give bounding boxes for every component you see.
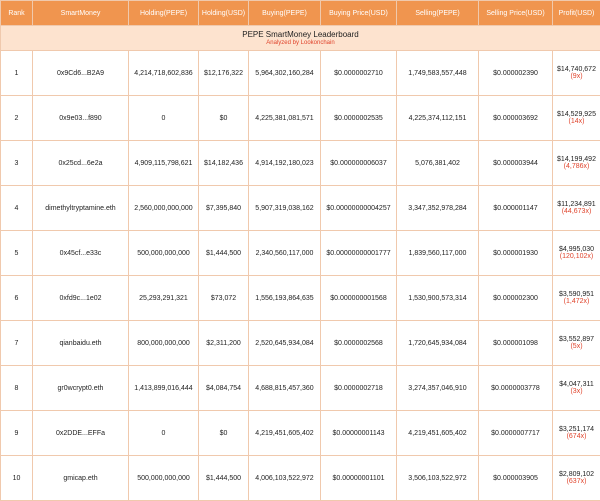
profit-value: $3,590,951: [553, 291, 600, 298]
rank-cell: 2: [1, 96, 33, 141]
selling-price-cell: $0.000003692: [479, 96, 553, 141]
rows-body: [1, 51, 600, 501]
profit-value: $3,552,897: [553, 336, 600, 343]
profit-multiple: (9x): [553, 73, 600, 80]
rank-cell: 3: [1, 141, 33, 186]
smartmoney-cell: gmicap.eth: [33, 456, 129, 501]
table-row: [1, 456, 600, 501]
profit-multiple: (5x): [553, 343, 600, 350]
col-header-buying-pepe: Buying(PEPE): [249, 1, 321, 26]
profit-cell: [553, 231, 600, 276]
header-row: [1, 1, 600, 26]
rank-cell: 4: [1, 186, 33, 231]
banner-row: [1, 26, 600, 51]
profit-cell: [553, 411, 600, 456]
buying-price-cell: $0.00000001101: [321, 456, 397, 501]
rank-cell: 8: [1, 366, 33, 411]
profit-multiple: (637x): [553, 478, 600, 485]
profit-value: $2,809,102: [553, 471, 600, 478]
buying-pepe-cell: 2,520,645,934,084: [249, 321, 321, 366]
profit-value: $4,047,311: [553, 381, 600, 388]
banner-title: PEPE SmartMoney Leaderboard: [1, 30, 600, 39]
smartmoney-cell: 0x25cd...6e2a: [33, 141, 129, 186]
profit-multiple: (4,786x): [553, 163, 600, 170]
holding-pepe-cell: 0: [129, 96, 199, 141]
profit-value: $14,199,492: [553, 156, 600, 163]
profit-multiple: (1,472x): [553, 298, 600, 305]
profit-multiple: (3x): [553, 388, 600, 395]
selling-pepe-cell: 1,749,583,557,448: [397, 51, 479, 96]
table-row: [1, 411, 600, 456]
selling-pepe-cell: 1,839,560,117,000: [397, 231, 479, 276]
buying-pepe-cell: 4,219,451,605,402: [249, 411, 321, 456]
selling-pepe-cell: 5,076,381,402: [397, 141, 479, 186]
table-row: [1, 321, 600, 366]
profit-multiple: (14x): [553, 118, 600, 125]
holding-pepe-cell: 4,909,115,798,621: [129, 141, 199, 186]
selling-price-cell: $0.0000003778: [479, 366, 553, 411]
smartmoney-cell: 0xfd9c...1e02: [33, 276, 129, 321]
buying-pepe-cell: 4,914,192,180,023: [249, 141, 321, 186]
rank-cell: 9: [1, 411, 33, 456]
smartmoney-cell: 0x45cf...e33c: [33, 231, 129, 276]
smartmoney-cell: qianbaidu.eth: [33, 321, 129, 366]
profit-multiple: (674x): [553, 433, 600, 440]
col-header-smartmoney: SmartMoney: [33, 1, 129, 26]
smartmoney-cell: 0x9Cd6...B2A9: [33, 51, 129, 96]
holding-pepe-cell: 500,000,000,000: [129, 456, 199, 501]
buying-pepe-cell: 2,340,560,117,000: [249, 231, 321, 276]
holding-pepe-cell: 25,293,291,321: [129, 276, 199, 321]
profit-cell: [553, 141, 600, 186]
holding-usd-cell: $12,176,322: [199, 51, 249, 96]
buying-price-cell: $0.000000006037: [321, 141, 397, 186]
table-row: [1, 51, 600, 96]
rank-cell: 1: [1, 51, 33, 96]
buying-pepe-cell: 4,006,103,522,972: [249, 456, 321, 501]
holding-usd-cell: $7,395,840: [199, 186, 249, 231]
holding-usd-cell: $14,182,436: [199, 141, 249, 186]
profit-value: $14,529,925: [553, 111, 600, 118]
buying-pepe-cell: 4,688,815,457,360: [249, 366, 321, 411]
holding-usd-cell: $2,311,200: [199, 321, 249, 366]
buying-price-cell: $0.0000002568: [321, 321, 397, 366]
selling-price-cell: $0.000001930: [479, 231, 553, 276]
buying-pepe-cell: 5,964,302,160,284: [249, 51, 321, 96]
col-header-buying-price: Buying Price(USD): [321, 1, 397, 26]
profit-cell: [553, 366, 600, 411]
table-row: [1, 141, 600, 186]
smartmoney-cell: 0x9e03...f890: [33, 96, 129, 141]
rank-cell: 6: [1, 276, 33, 321]
selling-price-cell: $0.000003944: [479, 141, 553, 186]
col-header-selling-pepe: Selling(PEPE): [397, 1, 479, 26]
rank-cell: 10: [1, 456, 33, 501]
buying-pepe-cell: 5,907,319,038,162: [249, 186, 321, 231]
profit-cell: [553, 51, 600, 96]
selling-pepe-cell: 3,347,352,978,284: [397, 186, 479, 231]
profit-cell: [553, 276, 600, 321]
holding-pepe-cell: 500,000,000,000: [129, 231, 199, 276]
buying-price-cell: $0.00000000001777: [321, 231, 397, 276]
holding-pepe-cell: 0: [129, 411, 199, 456]
buying-price-cell: $0.00000000004257: [321, 186, 397, 231]
buying-price-cell: $0.0000002710: [321, 51, 397, 96]
selling-pepe-cell: 1,720,645,934,084: [397, 321, 479, 366]
table-row: [1, 366, 600, 411]
profit-multiple: (120,102x): [553, 253, 600, 260]
buying-pepe-cell: 4,225,381,081,571: [249, 96, 321, 141]
selling-pepe-cell: 4,225,374,112,151: [397, 96, 479, 141]
holding-usd-cell: $1,444,500: [199, 456, 249, 501]
table-row: [1, 231, 600, 276]
rank-cell: 5: [1, 231, 33, 276]
col-header-selling-price: Selling Price(USD): [479, 1, 553, 26]
banner-subtitle: Analyzed by Lookonchain: [1, 40, 600, 46]
selling-price-cell: $0.000002300: [479, 276, 553, 321]
selling-price-cell: $0.0000007717: [479, 411, 553, 456]
buying-price-cell: $0.0000002718: [321, 366, 397, 411]
profit-value: $4,995,030: [553, 246, 600, 253]
profit-value: $3,251,174: [553, 426, 600, 433]
holding-usd-cell: $4,084,754: [199, 366, 249, 411]
smartmoney-cell: dimethyltryptamine.eth: [33, 186, 129, 231]
holding-pepe-cell: 800,000,000,000: [129, 321, 199, 366]
selling-pepe-cell: 3,274,357,046,910: [397, 366, 479, 411]
banner-cell: [1, 26, 600, 51]
selling-pepe-cell: 1,530,900,573,314: [397, 276, 479, 321]
selling-price-cell: $0.000002390: [479, 51, 553, 96]
rank-cell: 7: [1, 321, 33, 366]
buying-price-cell: $0.000000001568: [321, 276, 397, 321]
col-header-profit: Profit(USD): [553, 1, 600, 26]
holding-pepe-cell: 2,560,000,000,000: [129, 186, 199, 231]
holding-usd-cell: $0: [199, 96, 249, 141]
buying-price-cell: $0.00000001143: [321, 411, 397, 456]
buying-price-cell: $0.0000002535: [321, 96, 397, 141]
col-header-rank: Rank: [1, 1, 33, 26]
profit-cell: [553, 186, 600, 231]
table-row: [1, 186, 600, 231]
selling-pepe-cell: 3,506,103,522,972: [397, 456, 479, 501]
selling-price-cell: $0.000003905: [479, 456, 553, 501]
selling-pepe-cell: 4,219,451,605,402: [397, 411, 479, 456]
profit-value: $11,234,891: [553, 201, 600, 208]
holding-usd-cell: $0: [199, 411, 249, 456]
profit-cell: [553, 456, 600, 501]
holding-usd-cell: $1,444,500: [199, 231, 249, 276]
buying-pepe-cell: 1,556,193,864,635: [249, 276, 321, 321]
table-row: [1, 96, 600, 141]
holding-usd-cell: $73,072: [199, 276, 249, 321]
profit-cell: [553, 96, 600, 141]
selling-price-cell: $0.000001147: [479, 186, 553, 231]
profit-multiple: (44,673x): [553, 208, 600, 215]
holding-pepe-cell: 1,413,899,016,444: [129, 366, 199, 411]
profit-cell: [553, 321, 600, 366]
table-row: [1, 276, 600, 321]
profit-value: $14,740,672: [553, 66, 600, 73]
smartmoney-cell: gr0wcrypt0.eth: [33, 366, 129, 411]
col-header-holding-usd: Holding(USD): [199, 1, 249, 26]
smartmoney-cell: 0x2DDE...EFFa: [33, 411, 129, 456]
col-header-holding-pepe: Holding(PEPE): [129, 1, 199, 26]
selling-price-cell: $0.000001098: [479, 321, 553, 366]
holding-pepe-cell: 4,214,718,602,836: [129, 51, 199, 96]
